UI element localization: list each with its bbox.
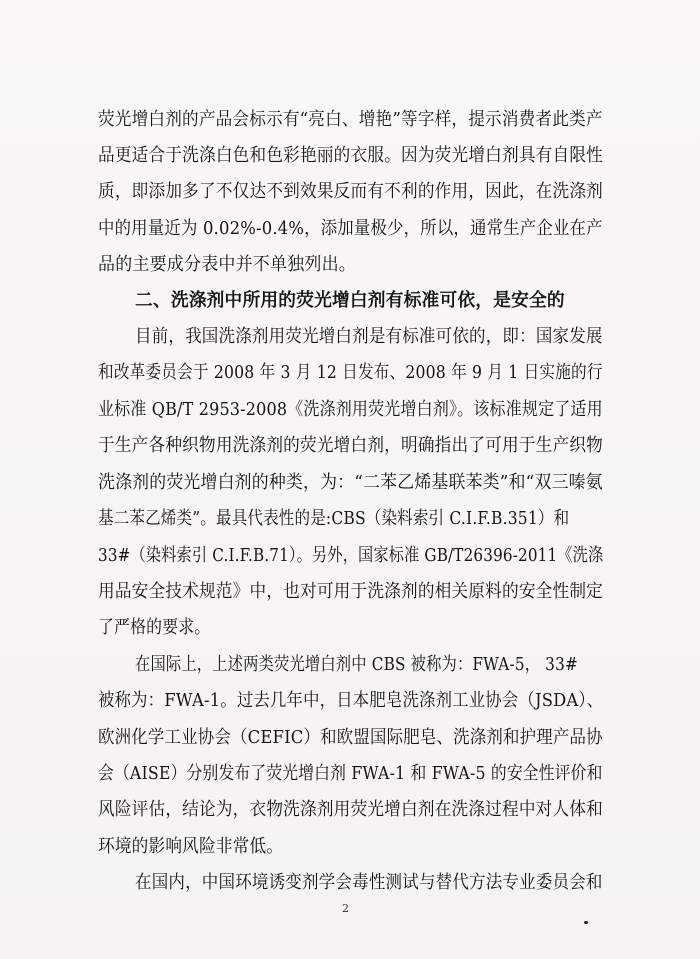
- paragraph-line: 基二苯乙烯类”。最具代表性的是:CBS（染料索引 C.I.F.B.351）和: [98, 508, 570, 529]
- paragraph-line: 品的主要成分表中并不单独列出。: [98, 254, 356, 275]
- paragraph-line: 品更适合于洗涤白色和色彩艳丽的衣服。因为荧光增白剂具有自限性: [98, 145, 603, 166]
- paragraph-line: 业标准 QB/T 2953-2008《洗涤剂用荧光增白剂》。该标准规定了适用: [98, 399, 603, 420]
- paragraph-line: 荧光增白剂的产品会标示有“亮白、增艳”等字样，提示消费者此类产: [98, 109, 603, 130]
- paragraph-line: 于生产各种织物用洗涤剂的荧光增白剂，明确指出了可用于生产织物: [98, 435, 603, 456]
- paragraph-line: 了严格的要求。: [98, 617, 211, 638]
- section-heading: 二、洗涤剂中所用的荧光增白剂有标准可依，是安全的: [135, 290, 565, 311]
- paragraph-line: 被称为：FWA-1。过去几年中，日本肥皂洗涤剂工业协会（JSDA）、: [98, 690, 604, 711]
- paragraph-line: 目前，我国洗涤剂用荧光增白剂是有标准可依的，即：国家发展: [135, 326, 603, 347]
- paragraph-line: 和改革委员会于 2008 年 3 月 12 日发布、2008 年 9 月 1 日实施的行: [98, 362, 603, 383]
- paragraph-line: 环境的影响风险非常低。: [98, 836, 284, 857]
- page-number: 2: [342, 902, 349, 915]
- paragraph-line: 中的用量近为 0.02%-0.4%，添加量极少，所以，通常生产企业在产: [98, 218, 603, 239]
- paragraph-line: 在国内，中国环境诱变剂学会毒性测试与替代方法专业委员会和: [135, 872, 603, 893]
- scan-speck: [584, 921, 588, 924]
- paragraph-line: 用品安全技术规范》中，也对可用于洗涤剂的相关原料的安全性制定: [98, 581, 603, 602]
- paragraph-line: 会（AISE）分别发布了荧光增白剂 FWA-1 和 FWA-5 的安全性评价和: [98, 763, 603, 784]
- paragraph-line: 欧洲化学工业协会（CEFIC）和欧盟国际肥皂、洗涤剂和护理产品协: [98, 727, 603, 748]
- paragraph-line: 33#（染料索引 C.I.F.B.71）。另外，国家标准 GB/T26396-2011《洗涤: [98, 545, 604, 566]
- paragraph-line: 风险评估，结论为，衣物洗涤剂用荧光增白剂在洗涤过程中对人体和: [98, 799, 603, 820]
- paragraph-line: 质，即添加多了不仅达不到效果反而有不利的作用，因此，在洗涤剂: [98, 181, 603, 202]
- paragraph-line: 洗涤剂的荧光增白剂的种类，为：“二苯乙烯基联苯类”和“双三嗪氨: [98, 472, 603, 493]
- paragraph-line: 在国际上，上述两类荧光增白剂中 CBS 被称为：FWA-5， 33#: [135, 654, 578, 675]
